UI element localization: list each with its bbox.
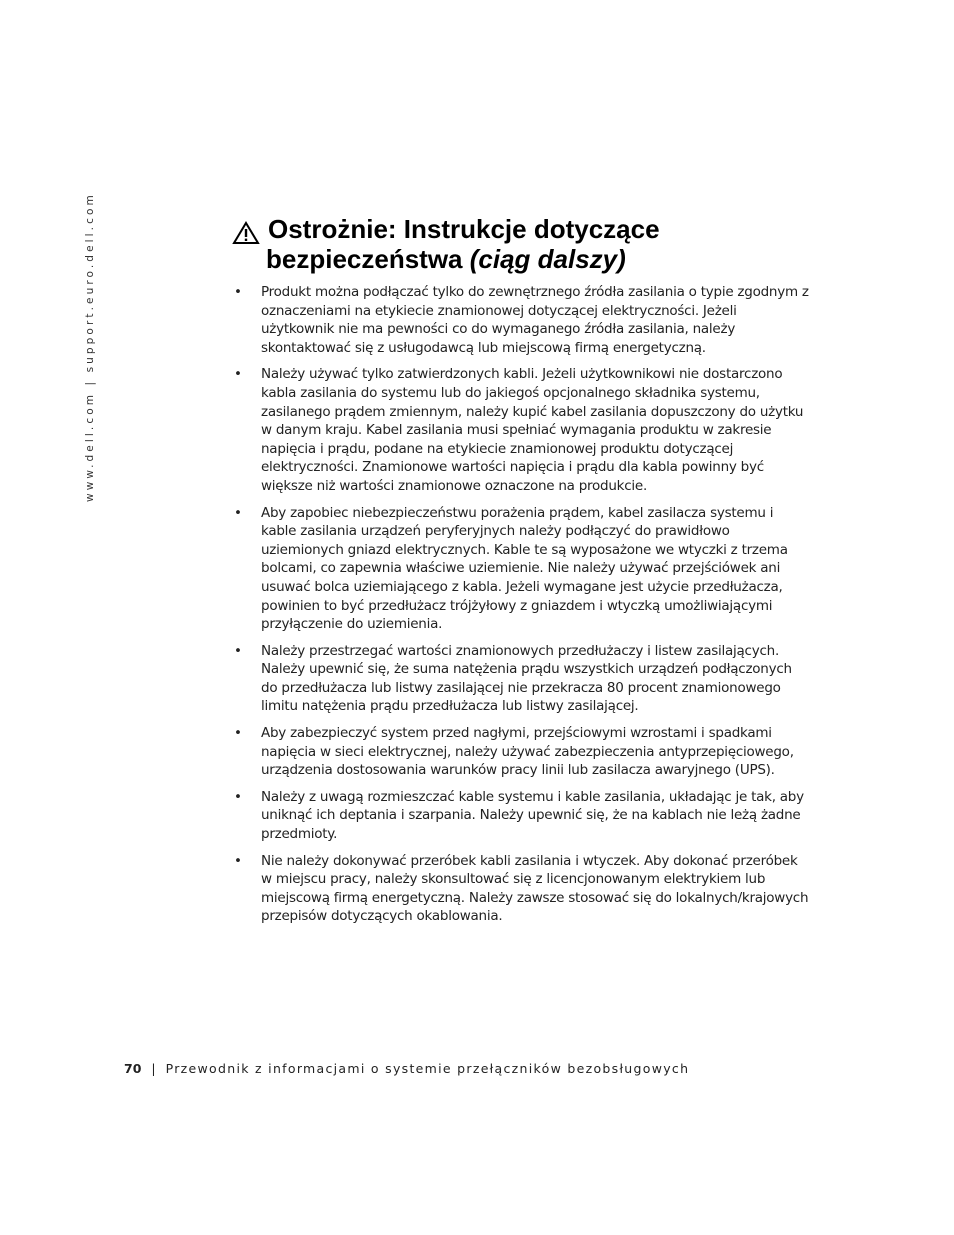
list-item: [232, 365, 812, 495]
warning-triangle-icon: [232, 221, 260, 245]
list-item-text: Należy używać tylko zatwierdzonych kabli. Jeżeli użytkownikowi nie dostarczono kabla zasilania do systemu lub do jakiegoś opcjonalnego składnika systemu, zasilanego prądem zmiennym, należy kupić kabel zasilania dopuszczony do użytku w danym kraju. Kabel zasilania musi spełniać wymagania produktu w zakresie napięcia i prądu, podane na etykiecie znamionowej produktu dotyczącej elektryczności. Znamionowe wartości napięcia i prądu dla kabla powinny być większe niż wartości znamionowe oznaczone na produkcie.: [261, 366, 804, 494]
safety-instructions-list: [232, 283, 812, 934]
list-item: [232, 788, 812, 844]
list-item: [232, 724, 812, 780]
list-item: [232, 283, 812, 357]
side-url: www.dell.com | support.euro.dell.com: [84, 192, 96, 502]
list-item-text: Należy z uwagą rozmieszczać kable systemu i kable zasilania, układając je tak, aby uniknąć ich deptania i szarpania. Należy upewnić się, że na kablach nie leżą żadne przedmioty.: [261, 788, 804, 843]
list-item: [232, 504, 812, 634]
bullet: •: [234, 642, 242, 659]
bullet: •: [234, 788, 242, 805]
list-item-text: Produkt można podłączać tylko do zewnętrznego źródła zasilania o typie zgodnym z oznaczeniami na etykiecie znamionowej dotyczącej elektryczności. Jeżeli użytkownik nie ma pewności co do wymaganego źródła zasilania, należy skontaktować się z usługodawcą lub miejscową firmą energetyczną.: [261, 284, 809, 356]
list-item: [232, 642, 812, 716]
bullet: •: [234, 284, 242, 300]
bullet: •: [234, 725, 242, 742]
bullet: •: [234, 852, 242, 869]
list-item-text: Należy przestrzegać wartości znamionowych przedłużaczy i listew zasilających. Należy upewnić się, że suma natężenia prądu wszystkich urządzeń podłączonych do przedłużacza lub listwy zasilającej nie przekracza 80 procent znamionowego limitu natężenia prądu przedłużacza lub listwy zasilającej.: [261, 642, 792, 715]
bullet: •: [234, 504, 242, 521]
title-line-2: [266, 244, 626, 274]
list-item-text: Aby zapobiec niebezpieczeństwu porażenia prądem, kabel zasilacza systemu i kable zasilania urządzeń peryferyjnych należy podłączyć do prawidłowo uziemionych gniazd elektrycznych. Kable te są wyposażone we wtyczki z trzema bolcami, co zapewnia właściwe uziemienie. Nie należy używać przejściówek ani usuwać bolca uziemiającego z kabla. Jeżeli wymagane jest użycie przedłużacza, powinien to być przedłużacz trójżyłowy z gniazdem i wtyczką umożliwiającymi przyłączenie do uziemienia.: [261, 504, 788, 633]
title-line-2-regular: bezpieczeństwa: [266, 244, 470, 274]
list-item-text: Aby zabezpieczyć system przed nagłymi, przejściowymi wzrostami i spadkami napięcia w sieci elektrycznej, należy używać zabezpieczenia antyprzepięciowego, urządzenia dostosowania warunków pracy linii lub zasilacza awaryjnego (UPS).: [261, 725, 794, 779]
page-footer: [124, 1061, 689, 1076]
bullet: •: [234, 366, 242, 383]
list-item: [232, 852, 812, 926]
footer-separator: |: [151, 1061, 156, 1076]
list-item-text: Nie należy dokonywać przeróbek kabli zasilania i wtyczek. Aby dokonać przeróbek w miejscu pracy, należy skonsultować się z licencjonowanym elektrykiem lub miejscową firmą energetyczną. Należy zawsze stosować się do lokalnych/krajowych przepisów dotyczących okablowania.: [261, 852, 809, 925]
title-line-2-italic: (ciąg dalszy): [469, 244, 626, 274]
title-line-1: Ostrożnie: Instrukcje dotyczące: [268, 214, 660, 244]
footer-title: Przewodnik z informacjami o systemie przełączników bezobsługowych: [165, 1061, 690, 1076]
page-number: 70: [124, 1061, 142, 1076]
